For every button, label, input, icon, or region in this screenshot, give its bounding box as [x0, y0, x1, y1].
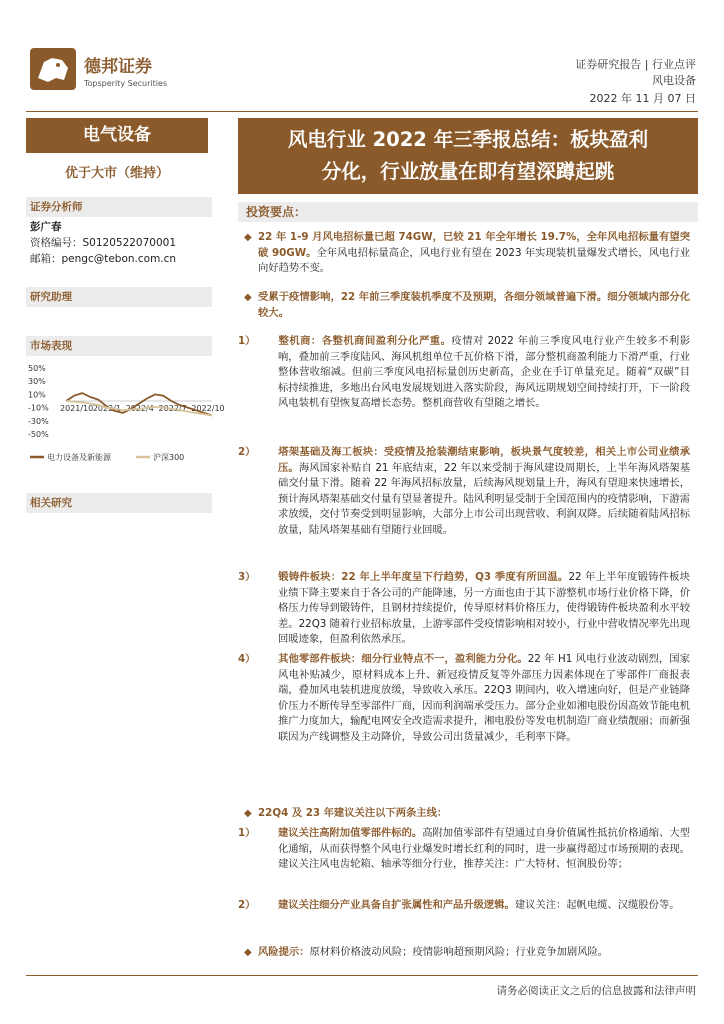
- bullet-4-bold: 风险提示：: [258, 946, 310, 958]
- related-heading: 相关研究: [26, 493, 212, 513]
- title-line-2: 分化，行业放量在即有望深蹲起跳: [321, 160, 615, 183]
- category-box: 电气设备: [26, 118, 208, 153]
- logo-text-en: Topsperity Securities: [84, 79, 168, 88]
- theme-1-num: 1）: [238, 827, 256, 839]
- analyst-cert: 资格编号：S0120522070001: [30, 237, 177, 249]
- x-tick-label: 2022/7: [158, 404, 187, 413]
- bullet-3-bold: 22Q4 及 23 年建议关注以下两条主线：: [258, 807, 448, 819]
- x-tick-label: 2021/10: [60, 404, 94, 413]
- bullet-4: [244, 945, 690, 961]
- y-tick-label: -10%: [28, 403, 49, 413]
- market-heading: 市场表现: [26, 336, 212, 356]
- sub-item-3: [238, 570, 691, 648]
- invest-heading: 投资要点：: [238, 202, 698, 222]
- market-chart: [26, 362, 225, 472]
- header-divider: [26, 111, 698, 112]
- sub-1-text: 疫情对 2022 年前三季度风电行业产生较多不利影响，叠加前三季度陆风、海风机组单位千瓦价格下滑，部分整机商盈利能力下滑严重，行业整体营收缩减。但前三季度风电招标量创历史新高，企业在手订单量充足。随着“双碳”目标持续推进，多地出台风电发展规划进入落实阶段，海风远期规划空间持续打开，下一阶段风电装机有望恢复高增长态势。整机商营收有望随之增长。: [278, 335, 690, 409]
- theme-2-num: 2）: [238, 899, 256, 911]
- diamond-bullet-icon: ◆: [244, 947, 252, 958]
- sub-3-bold: 锻铸件板块：22 年上半年度呈下行趋势，Q3 季度有所回温。: [278, 571, 569, 583]
- logo-text-cn: 德邦证券: [84, 57, 152, 77]
- bullet-2-bold: 受累于疫情影响，22 年前三季度装机季度不及预期，各细分领域普遍下滑。细分领域内部分化较大。: [258, 291, 690, 319]
- diamond-bullet-icon: ◆: [244, 232, 252, 243]
- y-tick-label: -30%: [28, 416, 49, 426]
- sub-1-num: 1）: [238, 335, 256, 347]
- x-tick-label: 2022/10: [191, 404, 225, 413]
- sub-4-text: 22 年 H1 风电行业波动剧烈，国家风电补贴减少，原材料成本上升、新冠疫情反复等外部压力因素体现在了零部件厂商报表端，叠加风电装机进度放缓，导致收入承压。22Q3 期间内，收入增速向好，但是产业链降价压力不断传导至零部件厂商，因而利润端承受压力。部分企业如湘电股份因高效节能电机推广力度加大，输配电网安全改造需求提升，湘电股份等发电机制造厂商业绩靓丽；而新强联因为产线调整及主动降价，导致公司出货量减少，毛利率下降。: [278, 653, 691, 743]
- title-line-1: 风电行业 2022 年三季报总结：板块盈利: [287, 128, 649, 151]
- x-tick-label: 2022/4: [125, 404, 154, 413]
- theme-item-1: [238, 826, 690, 873]
- sub-2-num: 2）: [238, 446, 256, 458]
- sub-1-bold: 整机商：各整机商间盈利分化严重。: [278, 335, 452, 347]
- sub-item-2: [238, 445, 690, 538]
- sub-2-bold: 塔架基础及海工板块：受疫情及抢装潮结束影响，板块景气度较差，相关上市公司业绩承压。: [278, 446, 690, 474]
- bullet-3: [244, 806, 690, 822]
- sub-2-text: 海风国家补贴自 21 年底结束，22 年以来受制于海风建设周期长，上半年海风塔架基础交付量下滑。随着 22 年海风招标放量，后续海风规划量上升，海风有望迎来快速增长，预计海风塔架基础交付量有望显著提升。陆风利明显受制于全国范围内的疫情影响，下游需求放缓，交付节奏受到明显影响，大部分上市公司出现营收、利润双降。后续随着陆风招标放量，陆风塔架基础有望随行业回暖。: [278, 461, 690, 536]
- analyst-email[interactable]: 邮箱：pengc@tebon.com.cn: [30, 253, 177, 265]
- sub-3-text: 22 年上半年度锻铸件板块业绩下降主要来自于各公司的产能降速，另一方面也由于其下游整机市场行业价格下降，价格压力传导到锻铸件，且钢材持续提价，传导原材料价格压力，使得锻铸件板块盈利水平较差。22Q3 随着行业招标放量，上游零部件受疫情影响相对较小，行业中营收情况率先出现回暖迹象，但盈利依然承压。: [278, 571, 691, 645]
- sub-3-num: 3）: [238, 571, 256, 583]
- company-logo: [30, 48, 190, 98]
- sub-4-bold: 其他零部件板块：细分行业特点不一，盈利能力分化。: [278, 653, 528, 665]
- y-tick-label: 10%: [28, 390, 46, 400]
- bullet-1-text: 全年风电招标量高企，风电行业有望在 2023 年实现装机量爆发式增长，风电行业向好趋势不变。: [258, 246, 690, 274]
- analyst-name: 彭广春: [30, 221, 62, 233]
- y-tick-label: 30%: [28, 377, 46, 387]
- footer-divider: [26, 975, 698, 976]
- report-type: 证券研究报告 | 行业点评: [575, 58, 696, 71]
- report-title: [238, 118, 698, 194]
- theme-2-bold: 建议关注细分产业具备自扩张属性和产品升级逻辑。: [278, 899, 515, 911]
- report-date: 2022 年 11 月 07 日: [589, 92, 696, 105]
- diamond-bullet-icon: ◆: [244, 292, 252, 303]
- footer-disclaimer: 请务必阅读正文之后的信息披露和法律声明: [496, 985, 696, 997]
- y-tick-label: 50%: [28, 364, 46, 373]
- sub-item-4: [238, 652, 691, 745]
- bullet-1: [244, 230, 690, 277]
- theme-1-bold: 建议关注高附加值零部件标的。: [278, 827, 423, 839]
- report-industry: 风电设备: [652, 74, 696, 87]
- x-tick-label: 2022/1: [92, 404, 122, 413]
- bullet-4-text: 原材料价格波动风险；疫情影响超预期风险；行业竞争加剧风险。: [309, 946, 609, 958]
- rating-label: 优于大市（维持）: [64, 166, 169, 181]
- theme-item-2: [238, 898, 690, 914]
- legend-label-1: 电力设备及新能源: [47, 453, 111, 462]
- bullet-2: [244, 290, 690, 321]
- theme-2-text: 建议关注：起帆电缆、汉缆股份等。: [514, 899, 680, 911]
- sub-4-num: 4）: [238, 653, 256, 665]
- legend-label-2: 沪深300: [153, 453, 185, 462]
- bullet-1-bold: 22 年 1-9 月风电招标量已超 74GW，已较 21 年全年增长 19.7%，全年风电招标量有望突破 90GW。: [258, 231, 690, 259]
- y-tick-label: -50%: [28, 430, 49, 439]
- analyst-heading: 证券分析师: [26, 197, 212, 217]
- sub-item-1: [238, 334, 690, 412]
- diamond-bullet-icon: ◆: [244, 808, 252, 819]
- theme-1-text: 高附加值零部件有望通过自身价值属性抵抗价格通缩、大型化通缩，从而获得整个风电行业爆发时增长红利的同时，进一步赢得超过市场预期的表现。建议关注风电齿轮箱、轴承等细分行业，推荐关注：广大特材、恒润股份等；: [278, 827, 690, 870]
- assistant-heading: 研究助理: [26, 287, 212, 307]
